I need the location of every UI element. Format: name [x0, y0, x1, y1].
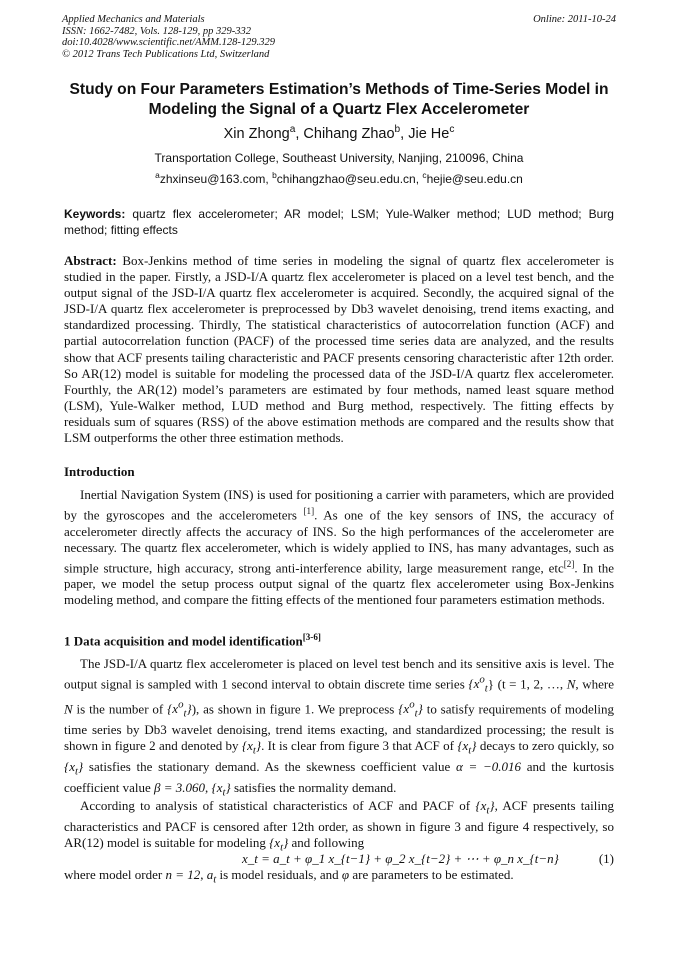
keywords-label: Keywords: — [64, 207, 126, 221]
author-mark: c — [449, 124, 455, 135]
author-name: Jie He — [408, 125, 450, 142]
affiliation: Transportation College, Southeast University, Nanjing, 210096, China — [154, 151, 524, 165]
email-link[interactable]: zhxinseu@163.com — [159, 172, 266, 186]
email-mark: b — [272, 170, 277, 180]
issn: ISSN: 1662-7482, Vols. 128-129, pp 329-332 — [62, 25, 251, 37]
keywords-text: quartz flex accelerometer; AR model; LSM; Yule-Walker method; LUD method; Burg method; fitting effects — [64, 207, 614, 237]
author-mark: b — [394, 124, 401, 135]
copyright: © 2012 Trans Tech Publications Ltd, Switzerland — [62, 48, 270, 60]
author-name: Chihang Zhao — [303, 125, 395, 142]
journal-name: Applied Mechanics and Materials — [62, 14, 205, 25]
keywords — [64, 206, 614, 238]
email-link[interactable]: chihangzhao@seu.edu.cn — [276, 172, 416, 186]
paper-title: Study on Four Parameters Estimation’s Methods of Time-Series Model in Modeling the Signal of a Quartz Flex Accelerometer — [69, 81, 609, 118]
citation-link[interactable]: [3-6] — [302, 632, 321, 642]
equation-explanation: where model order n = 12, $a_t$ is model residuals, and φ are parameters to be estimated. — [64, 867, 514, 886]
author-name: Xin Zhong — [223, 125, 290, 142]
author-mark: a — [289, 124, 296, 135]
email-link[interactable]: hejie@seu.edu.cn — [426, 172, 523, 186]
citation-link[interactable]: [2] — [563, 558, 575, 569]
section1-heading: 1 Data acquisition and model identification[3-6] — [64, 632, 321, 649]
abstract-label: Abstract: — [64, 253, 117, 268]
intro-paragraph: Inertial Navigation System (INS) is used for positioning a carrier with parameters, which are provided by the gyroscopes and the accelerometers [1]. As one of the key sensors of INS, the accuracy of accelerometer directly affects the accuracy of INS. So the high performances of the accelerometer are necessary. The quartz flex accelerometer, which is widely applied to INS, has many advantages, such as simple structure, high accuracy, strong anti-interference ability, large measurement range, etc[2]. In the paper, we model the setup process output signal of the quartz flex accelerometer using Box-Jenkins modeling method, and compare the fitting effects of the mentioned four parameters estimation methods. — [64, 487, 615, 608]
email-mark: a — [155, 170, 160, 180]
citation-link[interactable]: [1] — [303, 506, 315, 517]
equation-body: x_t = a_t + φ_1 x_{t−1} + φ_2 x_{t−2} + ⋯ + φ_n x_{t−n} — [242, 851, 559, 866]
email-mark: c — [422, 170, 427, 180]
abstract-text: Box-Jenkins method of time series in modeling the signal of quartz flex accelerometer is studied in the paper. Firstly, a JSD-I/A quartz flex accelerometer is placed on a level test bench, and the output signal of the JSD-I/A quartz flex accelerometer is acquired. Secondly, the acquired signal of the JSD-I/A quartz flex accelerometer is preprocessed by Db3 wavelet denoising, trend items exacting, and standardized processing. Thirdly, The statistical characteristics of autocorrelation function (ACF) and partial autocorrelation function (PACF) of the processed time series data are analyzed, and the results show that ACF presents tailing characteristic and PACF presents censoring characteristic after 12th order. So AR(12) model is suitable for modeling the processed data of the JSD-I/A quartz flex accelerometer. Fourthly, the AR(12) model’s parameters are estimated by four methods, named least square method (LSM), Yule-Walker method, LUD method and Burg method, respectively. The fitting effects by residuals sum of squares (RSS) of the above estimation methods are compared and the results show that LSM outperforms the other three estimation methods. — [64, 253, 614, 446]
section1-paragraph-2: According to analysis of statistical characteristics of ACF and PACF of $\{x_t\}$, ACF presents tailing characteristics and PACF is censored after 12th order, as shown in figure 3 and figure 4 respectively, so AR(12) model is suitable for modeling $\{x_t\}$ and following — [64, 798, 614, 854]
doi: doi:10.4028/www.scientific.net/AMM.128-129.329 — [62, 37, 275, 49]
abstract — [64, 253, 614, 446]
intro-heading: Introduction — [64, 464, 135, 479]
email-list: $^a$zhxinseu@163.com, $^b$chihangzhao@seu.edu.cn, $^c$hejie@seu.edu.cn — [155, 170, 523, 186]
section1-paragraph-1: The JSD-I/A quartz flex accelerometer is placed on level test bench and its sensitive axis is level. The output signal is sampled with 1 second interval to obtain discrete time series $\{x^o_t\} (t = 1$, 2, …, N, where N is the number of $\{x^o_t\}$), as shown in figure 1. We preprocess $\{x^o_t\}$ to satisfy requirements of modeling time series by Db3 wavelet denoising, trend items exacting, and standardized processing; the result is shown in figure 2 and denoted by $\{x_t\}$. It is clear from figure 3 that ACF of $\{x_t\}$ decays to zero quickly, so $\{x_t\}$ satisfies the stationary demand. As the skewness coefficient value α = −0.016 and the kurtosis coefficient value β = 3.060, $\{x_t\}$ satisfies the normality demand. — [64, 656, 615, 799]
online-date: Online: 2011-10-24 — [533, 14, 616, 25]
running-header — [62, 14, 616, 60]
equation-number: (1) — [598, 851, 614, 866]
author-list: Xin Zhong$^a$, Chihang Zhao$^b$, Jie He$^c$ — [223, 124, 455, 142]
